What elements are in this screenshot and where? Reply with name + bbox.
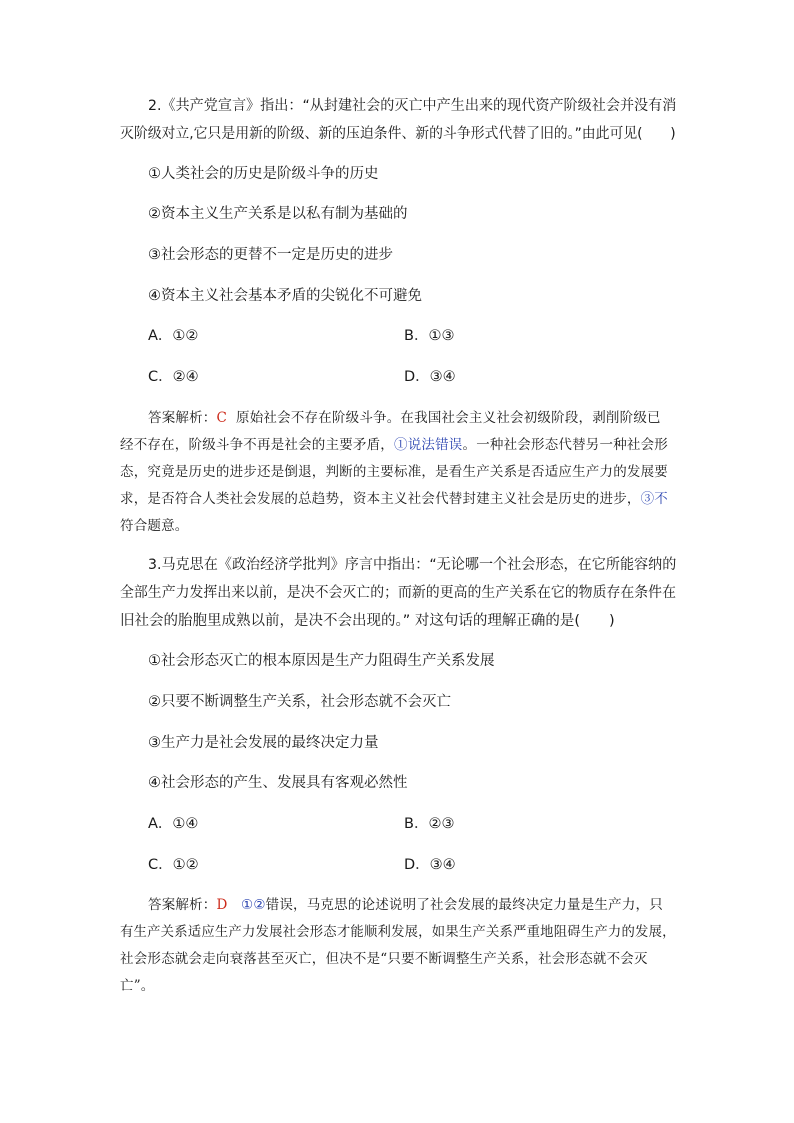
q3-choice-b: B．②③ <box>404 816 455 832</box>
q3-choice-a: A．①④ <box>148 816 199 832</box>
q3-statement-4: ④社会形态的产生、发展具有客观必然性 <box>148 775 408 791</box>
q3-answer-letter: D <box>216 897 228 913</box>
q3-answer-line2: 有生产关系适应生产力发展社会形态才能顺利发展，如果生产关系严重地阻碍生产力的发展， <box>120 924 676 940</box>
q2-statement-1: ①人类社会的历史是阶级斗争的历史 <box>148 166 379 182</box>
q2-answer-line4 <box>120 489 668 509</box>
q2-answer-line1 <box>148 408 661 428</box>
q3-answer-line4: 亡”。 <box>120 978 155 994</box>
q2-answer-label: 答案解析： <box>148 410 217 426</box>
q2-answer-text-4b: ③不 <box>640 491 669 507</box>
q2-statement-4: ④资本主义社会基本矛盾的尖锐化不可避免 <box>148 288 422 304</box>
q2-answer-text-1: 原始社会不存在阶级斗争。在我国社会主义社会初级阶段，剥削阶级已 <box>236 410 661 426</box>
q2-stem-line1: 2.《共产党宣言》指出：“从封建社会的灭亡中产生出来的现代资产阶级社会并没有消 <box>148 98 677 114</box>
q3-answer-text-1b: 错误，马克思的论述说明了社会发展的最终决定力量是生产力，只 <box>265 897 663 913</box>
q3-answer-line3: 社会形态就会走向衰落甚至灭亡，但决不是“只要不断调整生产关系，社会形态就不会灭 <box>120 951 648 967</box>
q2-answer-letter: C <box>216 410 228 426</box>
q3-choice-c: C．①② <box>148 857 199 873</box>
q2-statement-3: ③社会形态的更替不一定是历史的进步 <box>148 247 393 263</box>
q2-choice-d: D．③④ <box>404 369 456 385</box>
q2-answer-line5: 符合题意。 <box>120 518 189 534</box>
q2-choice-c: C．②④ <box>148 369 199 385</box>
q2-choice-a: A．①② <box>148 328 199 344</box>
q2-answer-text-2b: ①说法错误 <box>394 437 463 453</box>
q3-statement-1: ①社会形态灭亡的根本原因是生产力阻碍生产关系发展 <box>148 653 495 669</box>
q3-answer-label: 答案解析： <box>148 897 217 913</box>
q2-answer-line3: 态，究竟是历史的进步还是倒退，判断的主要标准，是看生产关系是否适应生产力的发展要 <box>120 464 668 480</box>
q2-stem-line2: 灭阶级对立,它只是用新的阶级、新的压迫条件、新的斗争形式代替了旧的。”由此可见( ) <box>120 126 676 142</box>
q2-choice-b: B．①③ <box>404 328 455 344</box>
q2-answer-text-2a: 经不存在，阶级斗争不再是社会的主要矛盾， <box>120 437 394 453</box>
q3-answer-line1 <box>148 895 663 915</box>
q3-stem-line1: 3.马克思在《政治经济学批判》序言中指出：“无论哪一个社会形态，在它所能容纳的 <box>148 557 677 573</box>
q3-statement-2: ②只要不断调整生产关系，社会形态就不会灭亡 <box>148 694 451 710</box>
q2-answer-text-4a: 求，是否符合人类社会发展的总趋势，资本主义社会代替封建主义社会是历史的进步， <box>120 491 641 507</box>
q3-stem-line2: 全部生产力发挥出来以前，是决不会灭亡的；而新的更高的生产关系在它的物质存在条件在 <box>120 585 676 601</box>
q3-statement-3: ③生产力是社会发展的最终决定力量 <box>148 735 379 751</box>
q2-answer-line2 <box>120 435 668 455</box>
q3-answer-text-1a: ①② <box>241 897 266 913</box>
q3-stem-line3: 旧社会的胎胞里成熟以前，是决不会出现的。” 对这句话的理解正确的是( ) <box>120 613 615 629</box>
q2-answer-text-2c: 。一种社会形态代替另一种社会形 <box>462 437 668 453</box>
q2-statement-2: ②资本主义生产关系是以私有制为基础的 <box>148 206 408 222</box>
q3-choice-d: D．③④ <box>404 857 456 873</box>
